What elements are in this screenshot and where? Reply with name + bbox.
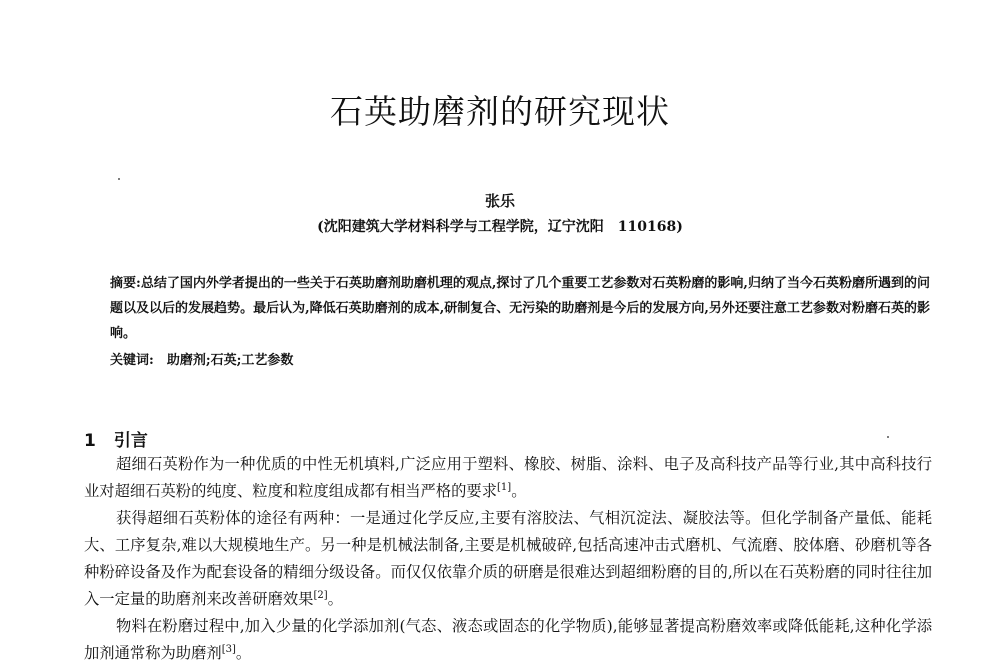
scan-speck [118, 178, 120, 180]
keywords-text: : 助磨剂;石英;工艺参数 [149, 353, 294, 368]
keywords [110, 349, 930, 368]
abstract [110, 271, 930, 346]
paragraph-text: 物料在粉磨过程中,加入少量的化学添加剂(气态、液态或固态的化学物质),能够显著提高粉磨效率或降低能耗,这种化学添加剂通常称为助磨剂 [84, 617, 932, 662]
paragraph [84, 451, 932, 505]
paragraph-text: 获得超细石英粉体的途径有两种：一是通过化学反应,主要有溶胶法、气相沉淀法、凝胶法等。但化学制备产量低、能耗大、工序复杂,难以大规模地生产。另一种是机械法制备,主要是机械破碎,包括高速冲击式磨机、气流磨、胶体磨、砂磨机等各种粉碎设备及作为配套设备的精细分级设备。而仅仅依靠介质的研磨是很难达到超细粉磨的目的,所以在石英粉磨的同时往往加入一定量的助磨剂来改善研磨效果 [84, 509, 932, 608]
author-name: 张乐 [484, 192, 515, 210]
abstract-text: :总结了国内外学者提出的一些关于石英助磨剂助磨机理的观点,探讨了几个重要工艺参数对石英粉磨的影响,归纳了当今石英粉磨所遇到的问题以及以后的发展趋势。最后认为,降低石英助磨剂的成本,研制复合、无污染的助磨剂是今后的发展方向,另外还要注意工艺参数对粉磨石英的影响。 [110, 276, 930, 341]
author-affiliation: (沈阳建筑大学材料科学与工程学院，辽宁沈阳 110168) [317, 219, 683, 235]
section-heading [84, 426, 148, 451]
citation-ref: [2] [313, 590, 328, 601]
abstract-label: 摘要 [110, 276, 137, 291]
body-text [84, 451, 932, 667]
paragraph-end: 。 [511, 482, 527, 500]
keywords-label: 关键词 [110, 353, 150, 368]
paper-title: 石英助磨剂的研究现状 [330, 92, 670, 131]
paragraph [84, 505, 932, 613]
citation-ref: [1] [497, 482, 512, 493]
paragraph-end: 。 [235, 644, 252, 662]
scan-speck [887, 436, 889, 438]
paragraph-text: 超细石英粉作为一种优质的中性无机填料,广泛应用于塑料、橡胶、树脂、涂料、电子及高科技产品等行业,其中高科技行业对超细石英粉的纯度、粒度和粒度组成都有相当严格的要求 [84, 455, 932, 500]
paragraph [84, 613, 932, 667]
citation-ref: [3] [221, 644, 236, 655]
section-title: 引言 [113, 431, 148, 451]
section-number: 1 [84, 431, 96, 451]
paragraph-end: 。 [327, 590, 343, 608]
